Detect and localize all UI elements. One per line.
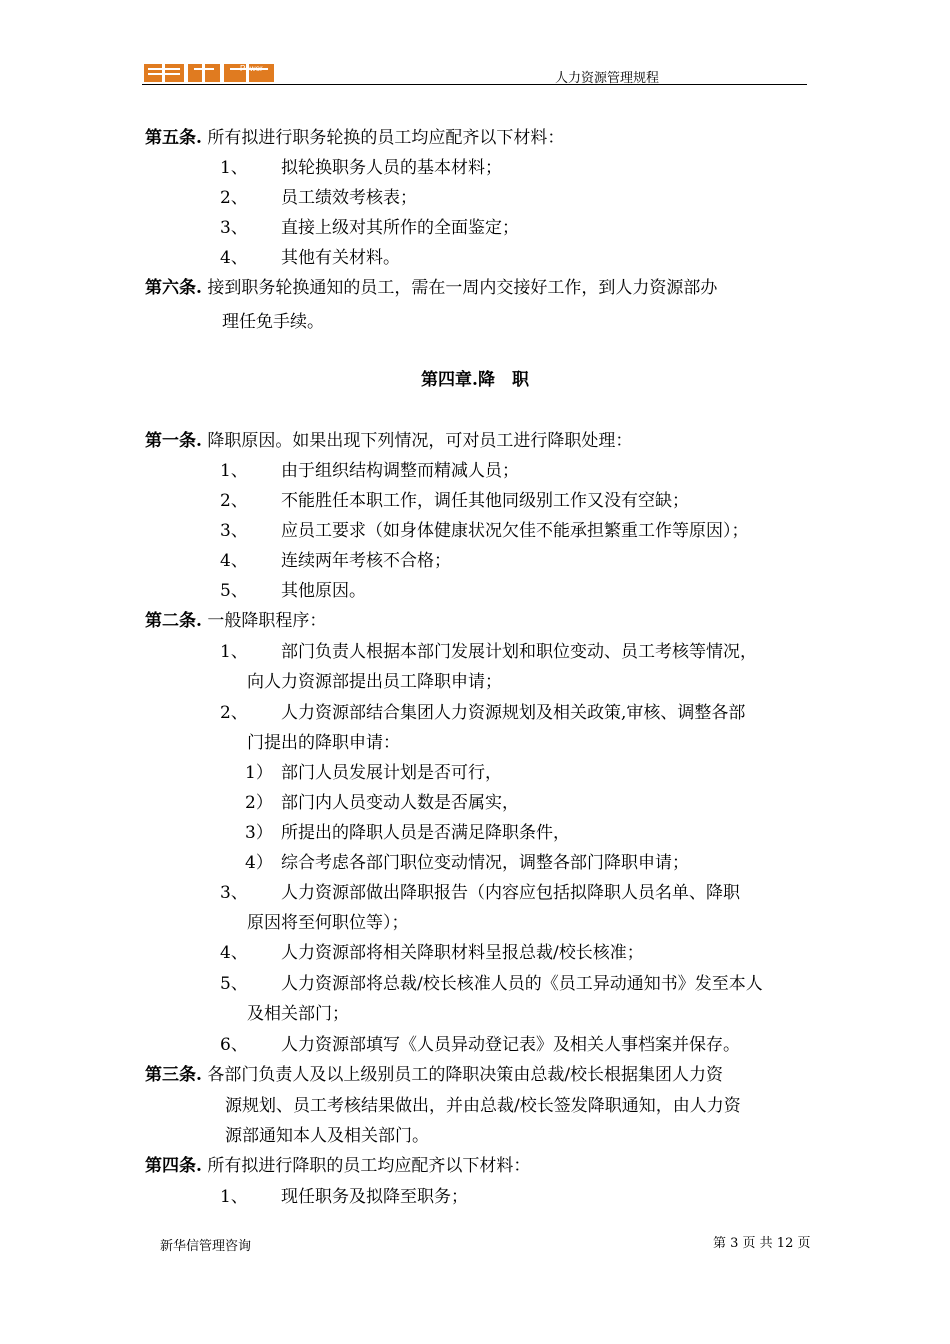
article-label: 第五条. [145, 128, 202, 148]
sublist-num: 2） [245, 793, 273, 813]
article-1 [145, 430, 632, 452]
list-num: 1、 [220, 158, 248, 178]
list-num: 5、 [220, 581, 248, 601]
article-text-cont: 源部通知本人及相关部门。 [225, 1126, 429, 1146]
article-label: 第一条. [145, 431, 202, 451]
list-num: 2、 [220, 491, 248, 511]
article-2 [145, 610, 326, 632]
list-item: 由于组织结构调整而精减人员； [281, 461, 519, 481]
list-item: 其他有关材料。 [281, 248, 400, 268]
list-item: 不能胜任本职工作，调任其他同级别工作又没有空缺； [281, 491, 689, 511]
list-num: 2、 [220, 703, 248, 723]
list-item: 现任职务及拟降至职务； [281, 1187, 468, 1207]
list-num: 3、 [220, 218, 248, 238]
sublist-item: 部门内人员变动人数是否属实， [281, 793, 519, 813]
article-5 [145, 127, 564, 149]
header-title: 人力资源管理规程 [555, 71, 660, 86]
sublist-num: 1） [245, 763, 273, 783]
list-item: 直接上级对其所作的全面鉴定； [281, 218, 519, 238]
article-text: 接到职务轮换通知的员工，需在一周内交接好工作，到人力资源部办 [207, 278, 718, 298]
article-label: 第四条. [145, 1156, 202, 1176]
footer-company: 新华信管理咨询 [160, 1239, 252, 1254]
article-text: 所有拟进行降职的员工均应配齐以下材料： [207, 1156, 531, 1176]
sublist-item: 综合考虑各部门职位变动情况，调整各部门降职申请； [281, 853, 689, 873]
list-item: 拟轮换职务人员的基本材料； [281, 158, 502, 178]
article-text: 一般降职程序： [207, 611, 327, 631]
list-item: 应员工要求（如身体健康状况欠佳不能承担繁重工作等原因）； [281, 521, 749, 541]
logo-text: Power [240, 64, 263, 73]
list-item: 员工绩效考核表； [281, 188, 417, 208]
article-text: 各部门负责人及以上级别员工的降职决策由总裁/校长根据集团人力资 [207, 1065, 724, 1085]
list-item: 部门负责人根据本部门发展计划和职位变动、员工考核等情况， [281, 642, 757, 662]
article-text: 所有拟进行职务轮换的员工均应配齐以下材料： [207, 128, 565, 148]
list-item: 其他原因。 [281, 581, 366, 601]
list-item: 人力资源部做出降职报告（内容应包括拟降职人员名单、降职 [281, 883, 740, 903]
article-4 [145, 1155, 530, 1177]
list-num: 4、 [220, 943, 248, 963]
sublist-num: 4） [245, 853, 273, 873]
list-item-cont: 及相关部门； [247, 1004, 349, 1024]
list-item: 人力资源部填写《人员异动登记表》及相关人事档案并保存。 [281, 1035, 740, 1055]
article-label: 第二条. [145, 611, 202, 631]
sublist-num: 3） [245, 823, 273, 843]
list-item: 连续两年考核不合格； [281, 551, 451, 571]
list-item-cont: 向人力资源部提出员工降职申请； [247, 672, 502, 692]
company-logo [142, 60, 282, 86]
sublist-item: 部门人员发展计划是否可行， [281, 763, 502, 783]
list-num: 5、 [220, 974, 248, 994]
list-item-cont: 门提出的降职申请： [247, 733, 400, 753]
article-6 [145, 277, 717, 299]
article-3 [145, 1064, 723, 1086]
list-num: 6、 [220, 1035, 248, 1055]
list-item: 人力资源部结合集团人力资源规划及相关政策,审核、调整各部 [281, 703, 746, 723]
list-num: 1、 [220, 642, 248, 662]
list-num: 3、 [220, 521, 248, 541]
list-num: 3、 [220, 883, 248, 903]
list-num: 4、 [220, 248, 248, 268]
article-label: 第三条. [145, 1065, 202, 1085]
chapter-title: 第四章.降 职 [421, 370, 529, 390]
header-divider [142, 84, 807, 85]
list-num: 2、 [220, 188, 248, 208]
list-item: 人力资源部将总裁/校长核准人员的《员工异动通知书》发至本人 [281, 974, 763, 994]
list-item: 人力资源部将相关降职材料呈报总裁/校长核准； [281, 943, 644, 963]
sublist-item: 所提出的降职人员是否满足降职条件， [281, 823, 570, 843]
article-label: 第六条. [145, 278, 202, 298]
footer-page-info: 第 3 页 共 12 页 [713, 1236, 811, 1251]
article-text-cont: 源规划、员工考核结果做出，并由总裁/校长签发降职通知，由人力资 [225, 1096, 741, 1116]
list-item-cont: 原因将至何职位等）； [247, 913, 409, 933]
article-text: 降职原因。如果出现下列情况，可对员工进行降职处理： [207, 431, 633, 451]
article-text-cont: 理任免手续。 [222, 312, 324, 332]
list-num: 1、 [220, 461, 248, 481]
list-num: 1、 [220, 1187, 248, 1207]
list-num: 4、 [220, 551, 248, 571]
